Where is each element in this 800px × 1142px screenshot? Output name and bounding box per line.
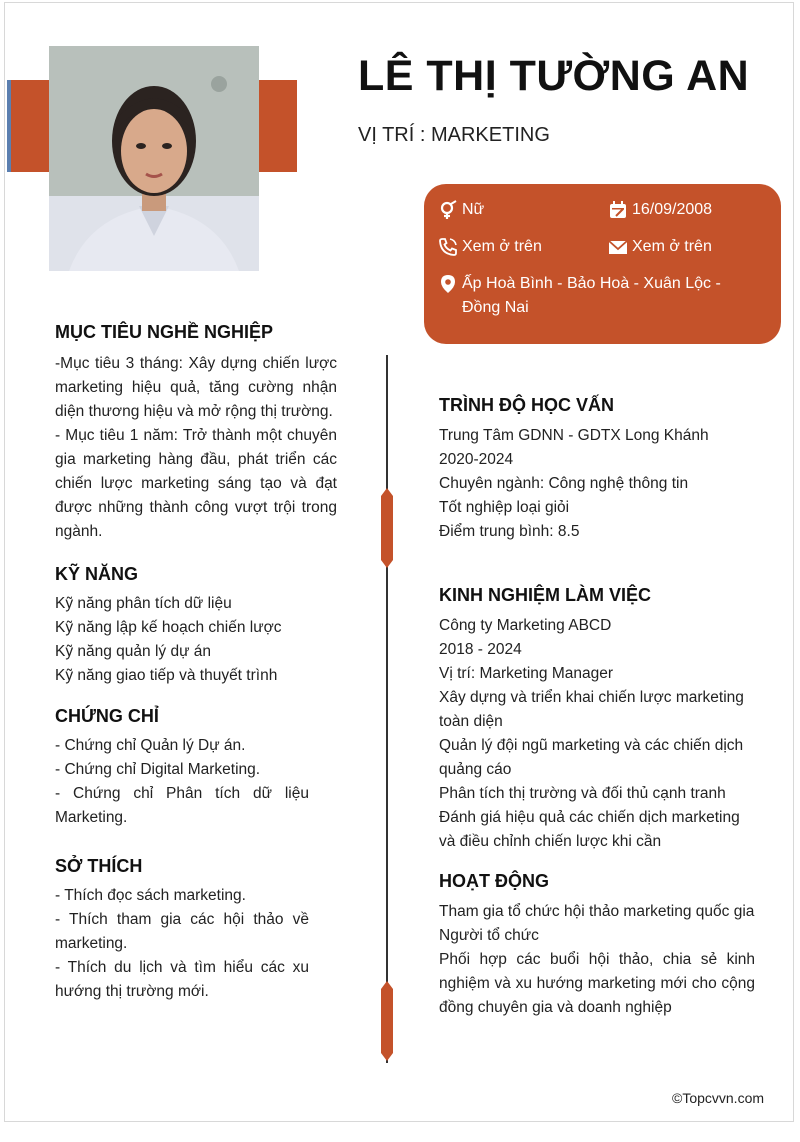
experience-line: Phân tích thị trường và đối thủ cạnh tranh (439, 785, 726, 802)
location-pin-icon (438, 274, 458, 294)
email-item (608, 235, 712, 259)
hobbies-list (55, 884, 309, 1004)
experience-title: KINH NGHIỆM LÀM VIỆC (439, 585, 652, 605)
skills-title: KỸ NĂNG (55, 564, 139, 584)
list-item: Kỹ năng giao tiếp và thuyết trình (55, 667, 278, 684)
objective-line: -Mục tiêu 3 tháng: Xây dựng chiến lược marketing hiệu quả, tăng cường nhận diện thương hiệu và mở rộng thị trường. (55, 355, 337, 420)
experience-line: Công ty Marketing ABCD (439, 617, 612, 634)
phone-item (438, 235, 542, 259)
list-item: - Chứng chỉ Phân tích dữ liệu Marketing. (55, 785, 309, 826)
dob-value: 16/09/2008 (632, 201, 713, 218)
gender-value: Nữ (462, 201, 485, 218)
gender-item (438, 198, 484, 222)
list-item: Kỹ năng quản lý dự án (55, 643, 212, 660)
experience-line: Vị trí: Marketing Manager (439, 665, 614, 682)
email-icon (608, 237, 628, 257)
phone-value: Xem ở trên (462, 238, 542, 255)
contact-info-box (424, 184, 781, 344)
certificates-list (55, 734, 309, 830)
candidate-position: VỊ TRÍ : MARKETING (358, 124, 550, 146)
address-item (438, 272, 758, 320)
candidate-name: LÊ THỊ TƯỜNG AN (358, 52, 750, 100)
copyright-text: ©Topcvvn.com (672, 1090, 765, 1106)
list-item: - Chứng chỉ Digital Marketing. (55, 761, 261, 778)
activity-line: Tham gia tổ chức hội thảo marketing quốc gia (439, 903, 755, 920)
activities-text (439, 900, 755, 1020)
experience-line: Xây dựng và triển khai chiến lược marketing toàn diện (439, 689, 744, 730)
list-item: - Thích đọc sách marketing. (55, 887, 246, 904)
objective-line: - Mục tiêu 1 năm: Trở thành một chuyên gia marketing hàng đầu, phát triển các chiến lược marketing sáng tạo và đạt được những thành công vượt trội trong ngành. (55, 427, 337, 540)
skills-list (55, 592, 337, 688)
list-item: - Chứng chỉ Quản lý Dự án. (55, 737, 246, 754)
education-line: 2020-2024 (439, 451, 514, 468)
address-value: Ấp Hoà Bình - Bảo Hoà - Xuân Lộc - Đồng Nai (462, 275, 721, 316)
list-item: Kỹ năng phân tích dữ liệu (55, 595, 232, 612)
gender-icon (438, 200, 458, 220)
profile-photo (49, 46, 259, 271)
email-value: Xem ở trên (632, 238, 712, 255)
list-item: Kỹ năng lập kế hoạch chiến lược (55, 619, 282, 636)
experience-line: Quản lý đội ngũ marketing và các chiến dịch quảng cáo (439, 737, 744, 778)
experience-line: 2018 - 2024 (439, 641, 522, 658)
divider-marker (381, 981, 393, 1061)
objective-title: MỤC TIÊU NGHỀ NGHIỆP (55, 322, 274, 342)
education-line: Chuyên ngành: Công nghệ thông tin (439, 475, 689, 492)
hobbies-title: SỞ THÍCH (55, 856, 143, 876)
list-item: - Thích du lịch và tìm hiểu các xu hướng thị trường mới. (55, 959, 309, 1000)
education-text (439, 424, 759, 544)
column-divider (386, 355, 388, 1063)
objective-text (55, 352, 337, 544)
education-line: Tốt nghiệp loại giỏi (439, 499, 570, 516)
list-item: - Thích tham gia các hội thảo về marketing. (55, 911, 309, 952)
activities-title: HOẠT ĐỘNG (439, 871, 549, 891)
education-line: Điểm trung bình: 8.5 (439, 523, 580, 540)
experience-line: Đánh giá hiệu quả các chiến dịch marketing và điều chỉnh chiến lược khi cần (439, 809, 740, 850)
certificates-title: CHỨNG CHỈ (55, 706, 159, 726)
activity-line: Người tổ chức (439, 927, 539, 944)
activity-line: Phối hợp các buổi hội thảo, chia sẻ kinh nghiệm và xu hướng marketing mới cho cộng đồng chuyên gia và doanh nghiệp (439, 951, 755, 1016)
education-line: Trung Tâm GDNN - GDTX Long Khánh (439, 427, 709, 444)
education-title: TRÌNH ĐỘ HỌC VẤN (439, 395, 614, 415)
experience-text (439, 614, 759, 854)
phone-icon (438, 237, 458, 257)
dob-item (608, 198, 712, 222)
divider-marker (381, 488, 393, 568)
calendar-icon (608, 200, 628, 220)
